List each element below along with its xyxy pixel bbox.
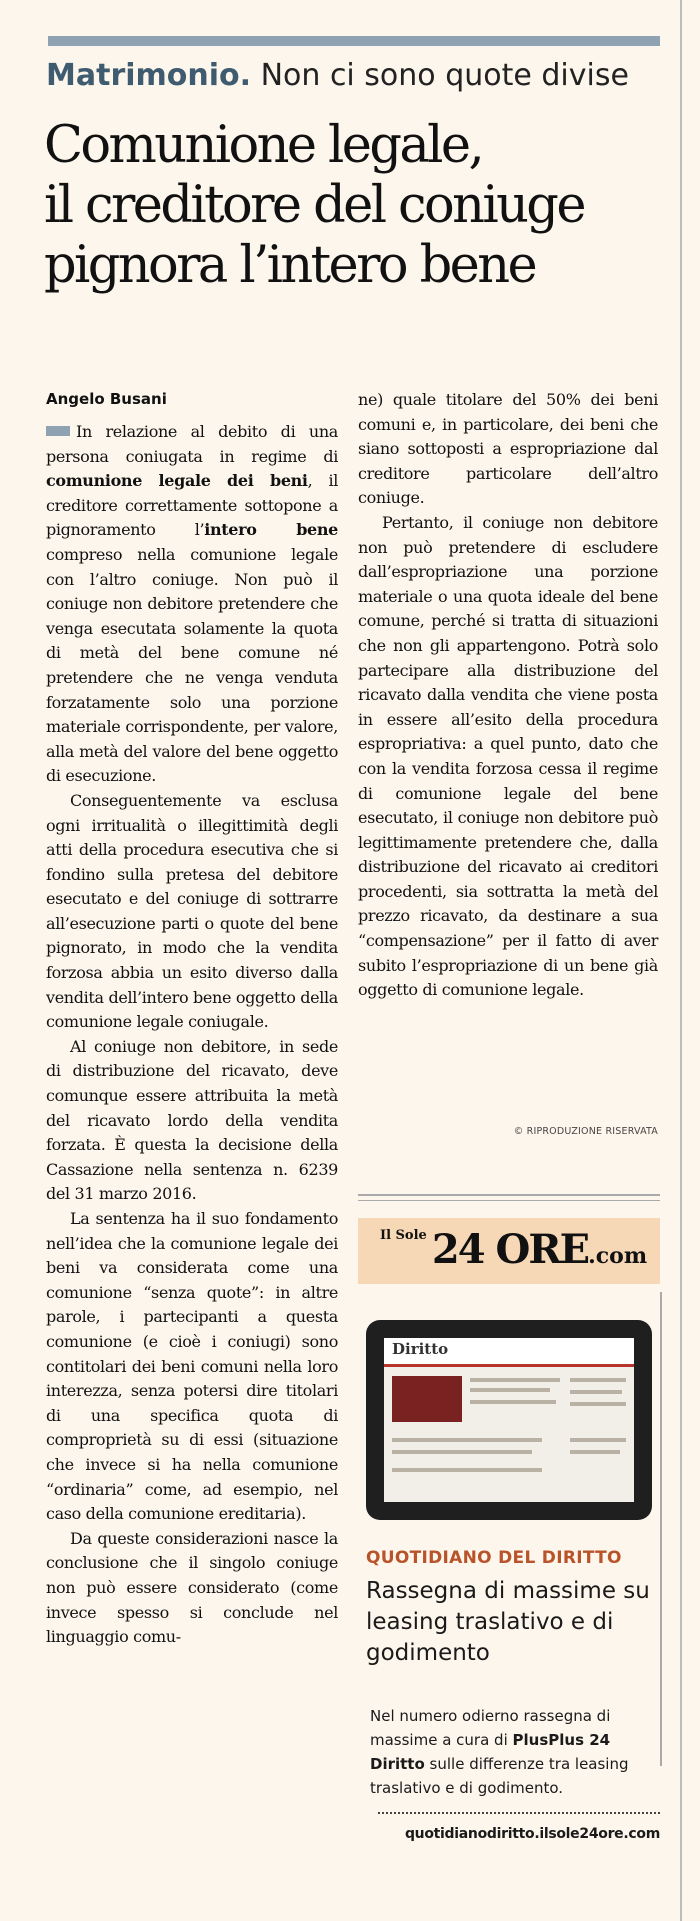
article-author: Angelo Busani [46,390,167,408]
page-right-rule [680,0,682,1921]
kicker-subtitle: Non ci sono quote divise [260,58,629,93]
headline-line-3: pignora l’intero bene [44,236,536,295]
paragraph-6: ne) quale titolare del 50% dei beni comuni e, in particolare, dei beni che siano sottoposti a espropriazione dal creditore particolare dell’altro coniuge. [358,390,658,508]
p1-text-a: In relazione al debito di una persona coniugata in regime di [46,422,338,466]
article-column-1 [46,420,338,1650]
tablet-text-line [392,1450,532,1454]
headline-line-2: il creditore del coniuge [44,176,584,235]
article-kicker [46,56,666,96]
sidebar-top-rule [358,1194,660,1196]
paragraph-4: La sentenza ha il suo fondamento nell’idea che la comunione legale dei beni va considerata come una comunione “senza quote”: in altre parole, i partecipanti a questa comunione (e cioè i coniugi) sono contitolari dei beni comuni nella loro interezza, senza potersi dire titolari di una specifica quota di comproprietà su di essi (situazione che invece si ha nella comunione “ordinaria” come, ad esempio, nel caso della comunione ereditaria). [46,1209,338,1524]
sidebar-title: Rassegna di massime su leasing traslativo e di godimento [366,1578,650,1666]
sidebar-top-rule-thin [358,1200,660,1201]
paragraph-marker-icon [46,426,70,436]
headline-line-1: Comunione legale, [44,116,483,175]
tablet-text-line [470,1400,556,1404]
sole24ore-logo [380,1226,647,1273]
p1-bold-a: comunione legale dei beni [46,471,308,491]
sidebar-url-link[interactable]: quotidianodiritto.ilsole24ore.com [404,1826,660,1842]
sidebar-text [370,1704,654,1800]
tablet-screen-photo [392,1376,462,1422]
tablet-text-line [470,1388,550,1392]
tablet-screen [384,1338,634,1502]
tablet-screen-header [384,1338,634,1367]
logo-big-text: 24 ORE [431,1226,589,1273]
sidebar-kicker: QUOTIDIANO DEL DIRITTO [366,1548,622,1568]
tablet-text-line [470,1378,560,1382]
kicker-label: Matrimonio. [46,58,252,93]
tablet-image [366,1320,652,1520]
tablet-screen-title: Diritto [392,1340,449,1358]
sole24ore-banner[interactable] [358,1218,660,1284]
paragraph-1 [46,420,338,789]
paragraph-5: Da queste considerazioni nasce la conclusione che il singolo coniuge non può essere considerato (come invece spesso si conclude nel linguaggio comu- [46,1528,338,1647]
header-accent-bar [48,36,660,46]
logo-suffix-text: .com [588,1243,648,1269]
tablet-text-line [570,1438,626,1442]
sidebar-dotted-rule [378,1812,660,1814]
p1-text-b: , il creditore correttamente sottopone a pignoramento l’ [46,471,338,540]
copyright-notice: © RIPRODUZIONE RISERVATA [513,1126,658,1137]
tablet-text-line [570,1390,622,1394]
tablet-text-line [392,1438,542,1442]
paragraph-7: Pertanto, il coniuge non debitore non può pretendere di escludere dall’espropriazione una porzione materiale o una quota ideale del bene comune, perché si tratta di situazioni che non gli appartengono. Potrà solo partecipare alla distribuzione del ricavato dalla vendita che viene posta in essere all’esito della procedura espropriativa: a quel punto, dato che con la vendita forzosa cessa il regime di comunione legale del bene esecutato, il coniuge non debitore può legittimamente pretendere che, dalla distribuzione del ricavato ai creditori procedenti, sia sottratta la metà del prezzo ricavato, da destinare a sua “compensazione” per il fatto di aver subito l’espropriazione di un bene già oggetto di comunione legale. [358,512,658,1000]
p1-bold-b: intero bene [204,520,338,540]
paragraph-3: Al coniuge non debitore, in sede di distribuzione del ricavato, deve comunque essere attribuita la metà del ricavato lordo della vendita forzata. È questa la decisione della Cassazione nella sentenza n. 6239 del 31 marzo 2016. [46,1036,338,1204]
tablet-text-line [392,1468,542,1472]
p1-text-c: compreso nella comunione legale con l’altro coniuge. Non può il coniuge non debitore pretendere che venga esecutata solamente la quota di metà del bene comune né pretendere che ne venga venduta forzatamente solo una porzione materiale corrispondente, per valore, alla metà del valore del bene oggetto di esecuzione. [46,544,338,786]
sidebar-text-a: Nel numero odierno rassegna di massime a cura di [370,1707,611,1749]
sidebar-text-b: sulle differenze tra leasing traslativo e di godimento. [370,1755,629,1797]
article-column-2 [358,388,658,1003]
tablet-text-line [570,1450,620,1454]
sidebar-promo-box [358,1292,662,1797]
tablet-text-line [570,1378,626,1382]
tablet-text-line [570,1402,626,1406]
logo-small-text: Il Sole [380,1228,427,1243]
sidebar-text-bold: PlusPlus 24 Diritto [370,1731,611,1773]
article-headline [44,116,674,296]
paragraph-2: Conseguentemente va esclusa ogni irritualità o illegittimità degli atti della procedura esecutiva che si fondino sulla pretesa del debitore esecutato e del coniuge di sottrarre all’esecuzione parti o quote del bene pignorato, in modo che la vendita forzosa abbia un esito diverso dalla vendita dell’intero bene oggetto della comunione legale coniugale. [46,790,338,1032]
